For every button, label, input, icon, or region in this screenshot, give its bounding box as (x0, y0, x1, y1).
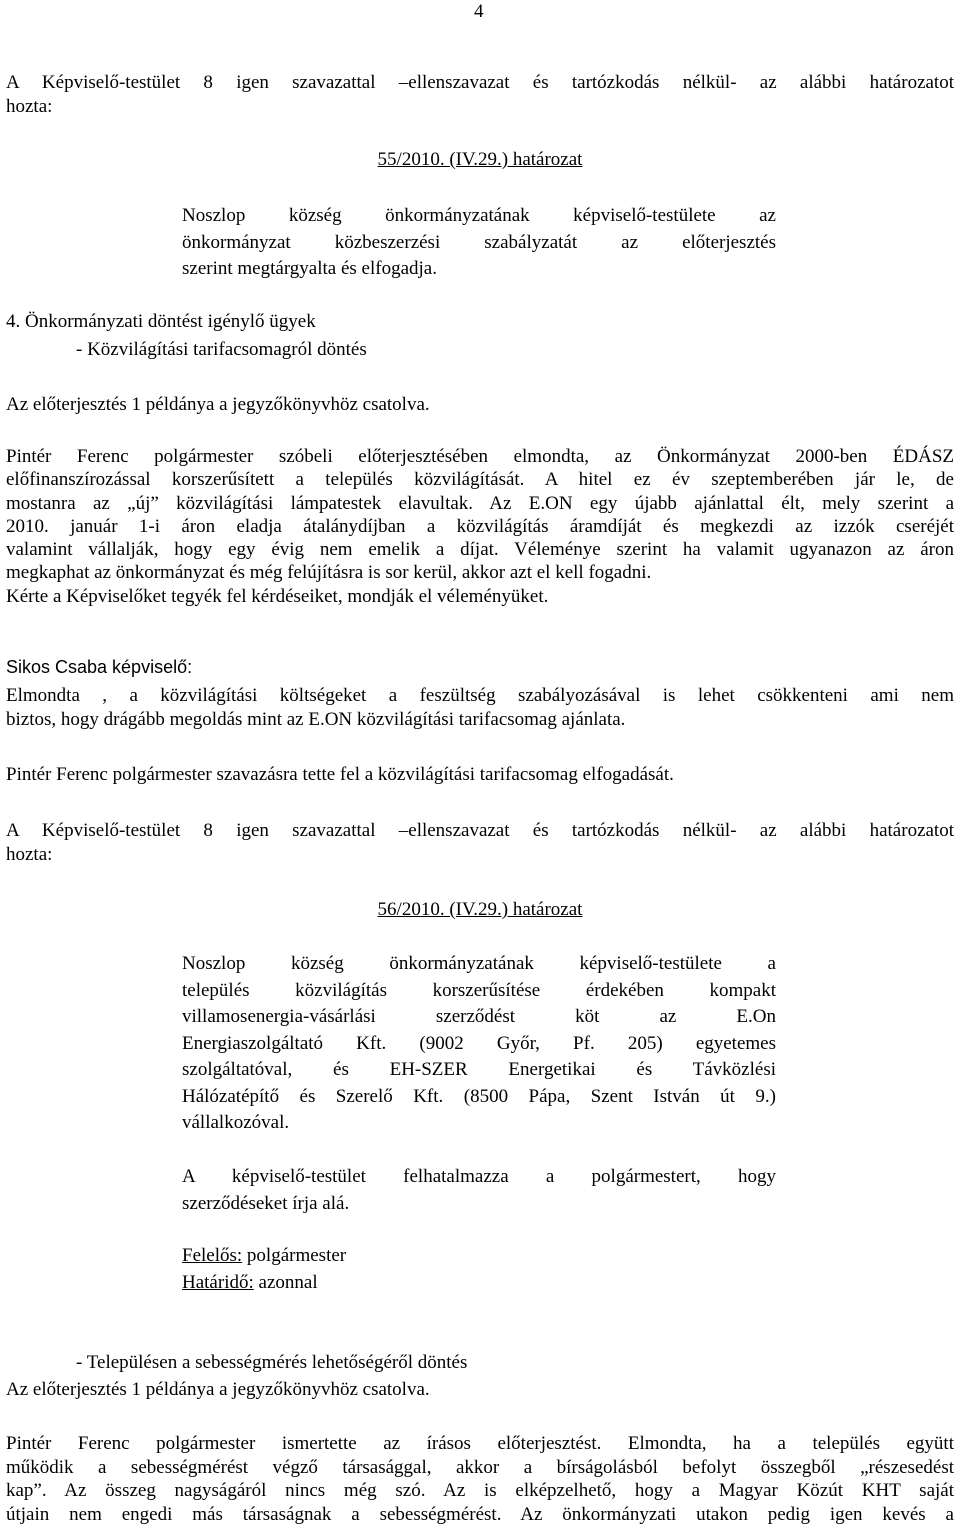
pinter-1-line-2: előfinanszírozással korszerűsített a település közvilágítását. A hitel ez év szeptemberében jár le, de (6, 469, 954, 491)
pinter-1-line-1: Pintér Ferenc polgármester szóbeli előterjesztésében elmondta, az Önkormányzat 2000-ben ÉDÁSZ (6, 446, 954, 467)
deadline-row (182, 1270, 776, 1297)
deadline-label: Határidő: (182, 1271, 254, 1293)
resolution-56-responsible (182, 1243, 776, 1296)
pinter-paragraph-3 (6, 1432, 954, 1526)
resolution-56-line-2: település közvilágítás korszerűsítése érdekében kompakt (182, 979, 776, 1001)
section-4-attached-note: Az előterjesztés 1 példánya a jegyzőkönyvhöz csatolva. (6, 394, 430, 415)
pinter-1-line-3: mostanra az „új” közvilágítási lámpatestek elavultak. Az E.ON egy újabb ajánlattal élt, mely szerint a (6, 492, 954, 514)
resolution-55-title-wrap (0, 147, 960, 173)
resolution-56-title-wrap (0, 897, 960, 923)
sikos-line-1: Elmondta , a közvilágítási költségeket a feszültség szabályozásával is lehet csökkenteni ami nem (6, 685, 954, 706)
vote-paragraph-2 (6, 819, 954, 866)
resolution-56-line-7: vállalkozóval. (182, 1112, 290, 1133)
pinter-1-line-6: megkaphat az önkormányzat és még felújításra is sor kerül, akkor azt el kell fogadni. (6, 562, 652, 584)
vote-1-line-2: hozta: (6, 95, 53, 117)
vote-2-line-2: hozta: (6, 843, 53, 865)
responsible-label: Felelős: (182, 1245, 243, 1266)
resolution-56-authorization (182, 1164, 776, 1217)
resolution-55-line-1: Noszlop község önkormányzatának képviselő-testülete az (182, 205, 776, 226)
responsible-row (182, 1243, 776, 1270)
pinter-3-line-1: Pintér Ferenc polgármester ismertette az írásos előterjesztést. Elmondta, ha a település együtt (6, 1433, 954, 1454)
resolution-55-title: 55/2010. (IV.29.) határozat (377, 149, 583, 170)
pinter-1-line-5: valamint vállalják, hogy egy évig nem emelik a díjat. Véleménye szerint ha valamit ugyanazon az áron (6, 539, 954, 561)
resolution-56-line-3: villamosenergia-vásárlási szerződést köt az E.On (182, 1006, 776, 1027)
resolution-55-body (182, 203, 776, 283)
resolution-55-line-3: szerint megtárgyalta és elfogadja. (182, 258, 437, 279)
pinter-1-closing: Kérte a Képviselőket tegyék fel kérdéseiket, mondják el véleményüket. (6, 585, 549, 607)
sikos-paragraph (6, 684, 954, 731)
sikos-line-2: biztos, hogy drágább megoldás mint az E.ON közvilágítási tarifacsomag ajánlata. (6, 708, 626, 730)
resolution-55-line-2: önkormányzat közbeszerzési szabályzatát az előterjesztés (182, 231, 776, 253)
pinter-3-line-3: kap”. Az összeg nagyságáról nincs még szó. Az is elképzelhető, hogy a Magyar Közút KHT saját (6, 1480, 954, 1501)
vote-paragraph-1 (6, 71, 954, 118)
resolution-56-line-6: Hálózatépítő és Szerelő Kft. (8500 Pápa, Szent István út 9.) (182, 1085, 776, 1107)
responsible-value: polgármester (242, 1245, 347, 1266)
resolution-56-line-4: Energiaszolgáltató Kft. (9002 Győr, Pf. 205) egyetemes (182, 1032, 776, 1054)
vote-2-line-1: A Képviselő-testület 8 igen szavazattal –ellenszavazat és tartózkodás nélkül- az alábbi határozatot (6, 820, 954, 841)
vote-1-line-1: A Képviselő-testület 8 igen szavazattal –ellenszavazat és tartózkodás nélkül- az alábbi határozatot (6, 72, 954, 93)
resolution-56-line-5: szolgáltatóval, és EH-SZER Energetikai és Távközlési (182, 1059, 776, 1080)
resolution-56-title: 56/2010. (IV.29.) határozat (377, 899, 583, 920)
authorization-line-1: A képviselő-testület felhatalmazza a polgármestert, hogy (182, 1166, 776, 1187)
pinter-paragraph-1 (6, 445, 954, 608)
sikos-speaker: Sikos Csaba képviselő: (6, 657, 193, 677)
deadline-value: azonnal (253, 1271, 318, 1293)
pinter-3-line-4: útjain nem engedi más társaságnak a sebességmérést. Az önkormányzati utakon pedig igen kevés a (6, 1503, 954, 1525)
page-number: 4 (474, 1, 484, 22)
item-2-attached-note: Az előterjesztés 1 példánya a jegyzőkönyvhöz csatolva. (6, 1379, 430, 1400)
section-4-heading: 4. Önkormányzati döntést igénylő ügyek (6, 311, 316, 332)
resolution-56-body (182, 951, 776, 1137)
item-2-heading: - Településen a sebességmérés lehetőségéről döntés (76, 1352, 468, 1373)
section-4-item-1: - Közvilágítási tarifacsomagról döntés (76, 339, 367, 360)
resolution-56-line-1: Noszlop község önkormányzatának képviselő-testülete a (182, 953, 776, 974)
authorization-line-2: szerződéseket írja alá. (182, 1192, 350, 1214)
pinter-1-line-4: 2010. január 1-i áron eladja átalánydíjban a közvilágítás áramdíját és megkezdi az izzók cseréjét (6, 515, 954, 537)
pinter-paragraph-2: Pintér Ferenc polgármester szavazásra tette fel a közvilágítási tarifacsomag elfogadását. (6, 764, 674, 785)
pinter-3-line-2: működik a sebességmérést végző társasággal, akkor a bírságolásból befolyt összegből „részesedést (6, 1456, 954, 1478)
